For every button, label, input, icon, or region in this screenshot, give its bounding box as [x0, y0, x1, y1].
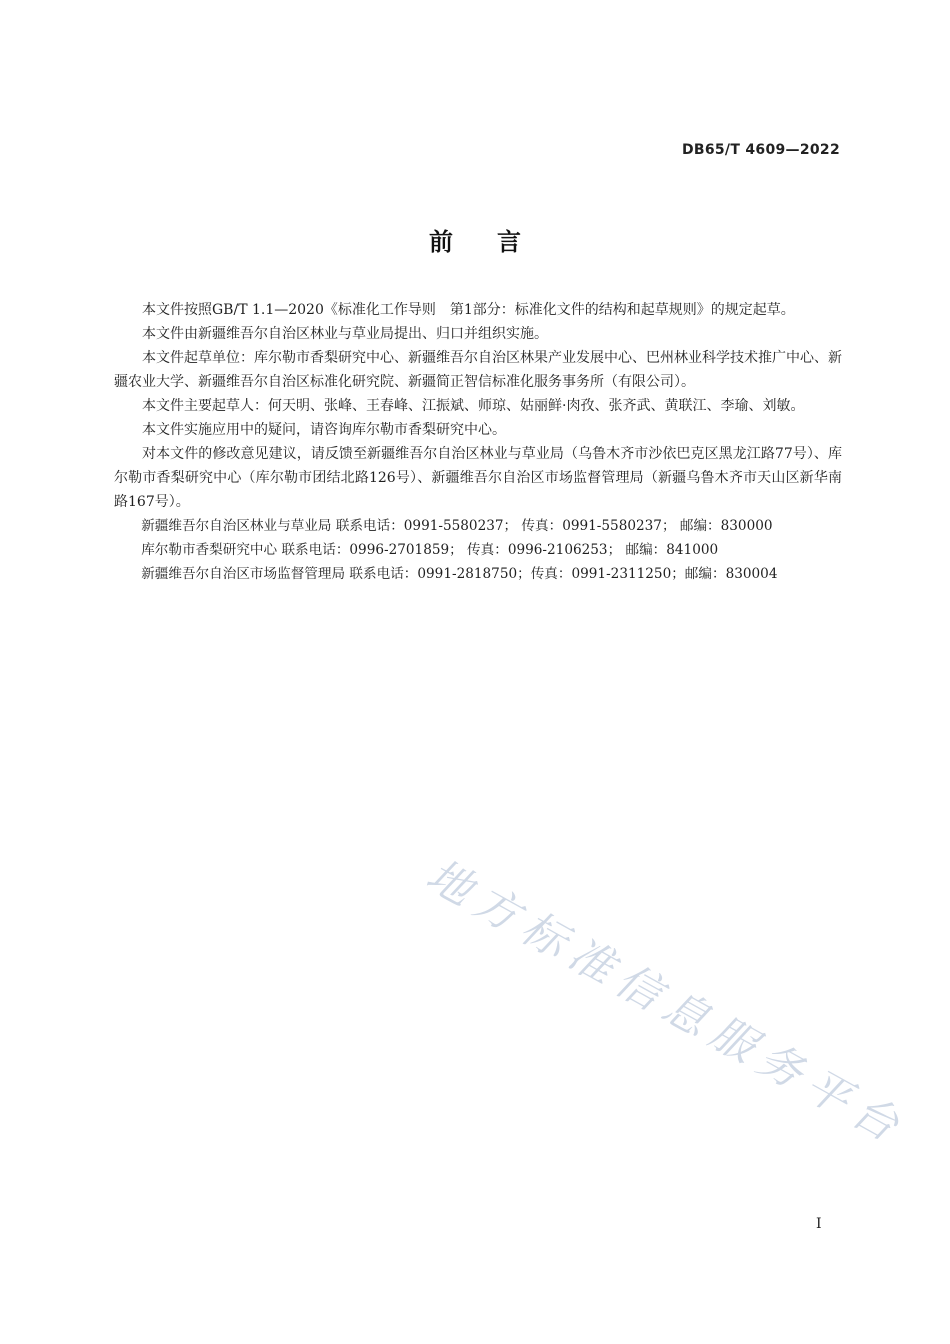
document-code: DB65/T 4609—2022	[681, 142, 840, 158]
contact-line-pear-research-center: 库尔勒市香梨研究中心 联系电话：0996-2701859； 传真：0996-2106253； 邮编：841000	[141, 542, 719, 558]
page-title: 前言	[429, 228, 565, 256]
paragraph-drafting-units: 本文件起草单位：库尔勒市香梨研究中心、新疆维吾尔自治区林果产业发展中心、巴州林业科学技术推广中心、新疆农业大学、新疆维吾尔自治区标准化研究院、新疆简正智信标准化服务事务所（有限公司）。	[114, 350, 842, 390]
foreword-body	[114, 298, 842, 586]
page-number: I	[816, 1216, 822, 1232]
paragraph-drafting-rules: 本文件按照GB/T 1.1—2020《标准化工作导则 第1部分：标准化文件的结构和起草规则》的规定起草。	[142, 302, 795, 318]
watermark: 地方标准信息服务平台	[417, 849, 915, 1157]
paragraph-drafters: 本文件主要起草人：何天明、张峰、王春峰、江振斌、师琼、姑丽鲜·肉孜、张齐武、黄联江、李瑜、刘敏。	[142, 398, 805, 414]
paragraph-feedback: 对本文件的修改意见建议，请反馈至新疆维吾尔自治区林业与草业局（乌鲁木齐市沙依巴克区黑龙江路77号）、库尔勒市香梨研究中心（库尔勒市团结北路126号）、新疆维吾尔自治区市场监督管理局（新疆乌鲁木齐市天山区新华南路167号）。	[114, 446, 842, 510]
contact-line-forestry-bureau: 新疆维吾尔自治区林业与草业局 联系电话：0991-5580237； 传真：0991-5580237； 邮编：830000	[141, 518, 773, 534]
paragraph-inquiry: 本文件实施应用中的疑问，请咨询库尔勒市香梨研究中心。	[142, 422, 506, 438]
paragraph-proposer: 本文件由新疆维吾尔自治区林业与草业局提出、归口并组织实施。	[142, 326, 548, 342]
contact-line-market-supervision: 新疆维吾尔自治区市场监督管理局 联系电话：0991-2818750；传真：0991-2311250；邮编：830004	[141, 566, 778, 582]
